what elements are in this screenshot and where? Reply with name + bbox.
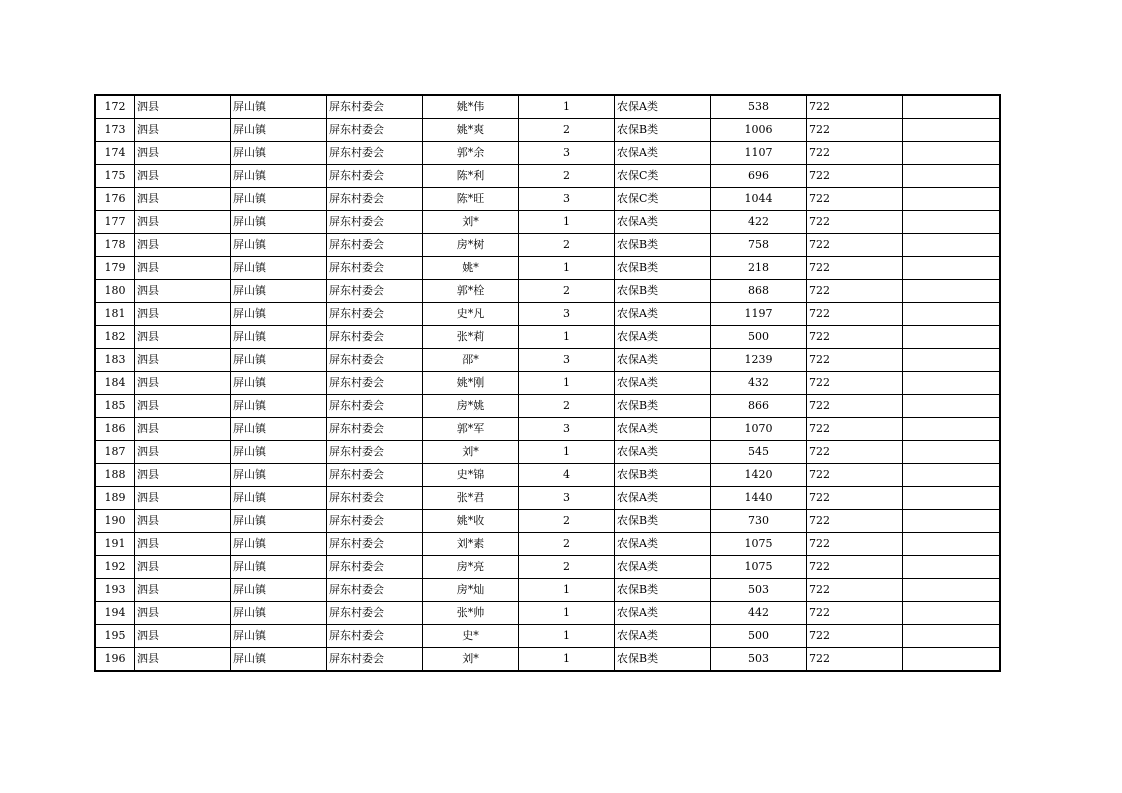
cell-county: 泗县 <box>135 372 231 395</box>
cell-index: 179 <box>95 257 135 280</box>
cell-name: 陈*旺 <box>423 188 519 211</box>
cell-county: 泗县 <box>135 234 231 257</box>
cell-index: 177 <box>95 211 135 234</box>
cell-amount: 1440 <box>711 487 807 510</box>
cell-village: 屏东村委会 <box>327 372 423 395</box>
cell-standard: 722 <box>807 395 903 418</box>
table-row <box>95 648 1000 672</box>
cell-category: 农保A类 <box>615 303 711 326</box>
table-row <box>95 95 1000 119</box>
cell-village: 屏东村委会 <box>327 326 423 349</box>
cell-town: 屏山镇 <box>231 372 327 395</box>
cell-remark <box>903 418 1001 441</box>
cell-standard: 722 <box>807 142 903 165</box>
cell-village: 屏东村委会 <box>327 234 423 257</box>
cell-town: 屏山镇 <box>231 556 327 579</box>
cell-name: 姚*收 <box>423 510 519 533</box>
cell-village: 屏东村委会 <box>327 625 423 648</box>
cell-town: 屏山镇 <box>231 280 327 303</box>
cell-index: 178 <box>95 234 135 257</box>
table-body <box>95 95 1000 671</box>
cell-county: 泗县 <box>135 464 231 487</box>
cell-household-count: 1 <box>519 95 615 119</box>
cell-index: 180 <box>95 280 135 303</box>
cell-county: 泗县 <box>135 119 231 142</box>
cell-standard: 722 <box>807 556 903 579</box>
cell-town: 屏山镇 <box>231 211 327 234</box>
cell-category: 农保B类 <box>615 257 711 280</box>
table-row <box>95 257 1000 280</box>
cell-index: 194 <box>95 602 135 625</box>
cell-village: 屏东村委会 <box>327 165 423 188</box>
cell-remark <box>903 165 1001 188</box>
cell-standard: 722 <box>807 234 903 257</box>
cell-town: 屏山镇 <box>231 326 327 349</box>
cell-county: 泗县 <box>135 556 231 579</box>
cell-household-count: 4 <box>519 464 615 487</box>
cell-name: 姚*伟 <box>423 95 519 119</box>
cell-amount: 1070 <box>711 418 807 441</box>
table-row <box>95 211 1000 234</box>
cell-index: 187 <box>95 441 135 464</box>
cell-standard: 722 <box>807 165 903 188</box>
cell-category: 农保A类 <box>615 441 711 464</box>
cell-category: 农保A类 <box>615 95 711 119</box>
table-row <box>95 533 1000 556</box>
cell-amount: 500 <box>711 326 807 349</box>
cell-remark <box>903 556 1001 579</box>
cell-household-count: 1 <box>519 257 615 280</box>
cell-town: 屏山镇 <box>231 395 327 418</box>
cell-amount: 1239 <box>711 349 807 372</box>
cell-standard: 722 <box>807 579 903 602</box>
cell-county: 泗县 <box>135 165 231 188</box>
cell-index: 184 <box>95 372 135 395</box>
cell-category: 农保A类 <box>615 372 711 395</box>
table-row <box>95 556 1000 579</box>
cell-name: 刘* <box>423 648 519 672</box>
cell-village: 屏东村委会 <box>327 602 423 625</box>
cell-household-count: 3 <box>519 188 615 211</box>
cell-town: 屏山镇 <box>231 418 327 441</box>
cell-remark <box>903 441 1001 464</box>
cell-name: 史*锦 <box>423 464 519 487</box>
table-row <box>95 165 1000 188</box>
cell-town: 屏山镇 <box>231 648 327 672</box>
cell-standard: 722 <box>807 487 903 510</box>
cell-standard: 722 <box>807 441 903 464</box>
cell-household-count: 3 <box>519 349 615 372</box>
table-row <box>95 280 1000 303</box>
cell-category: 农保B类 <box>615 119 711 142</box>
cell-standard: 722 <box>807 95 903 119</box>
cell-index: 195 <box>95 625 135 648</box>
table-row <box>95 464 1000 487</box>
table-row <box>95 602 1000 625</box>
cell-category: 农保A类 <box>615 418 711 441</box>
cell-category: 农保A类 <box>615 349 711 372</box>
cell-category: 农保A类 <box>615 326 711 349</box>
cell-index: 186 <box>95 418 135 441</box>
cell-index: 182 <box>95 326 135 349</box>
cell-village: 屏东村委会 <box>327 579 423 602</box>
cell-amount: 218 <box>711 257 807 280</box>
cell-remark <box>903 579 1001 602</box>
cell-county: 泗县 <box>135 602 231 625</box>
cell-town: 屏山镇 <box>231 142 327 165</box>
cell-index: 172 <box>95 95 135 119</box>
cell-county: 泗县 <box>135 441 231 464</box>
cell-name: 郭*军 <box>423 418 519 441</box>
table-row <box>95 510 1000 533</box>
cell-remark <box>903 464 1001 487</box>
cell-household-count: 2 <box>519 556 615 579</box>
cell-county: 泗县 <box>135 326 231 349</box>
cell-town: 屏山镇 <box>231 533 327 556</box>
cell-amount: 442 <box>711 602 807 625</box>
cell-county: 泗县 <box>135 418 231 441</box>
cell-remark <box>903 533 1001 556</box>
cell-name: 张*莉 <box>423 326 519 349</box>
cell-standard: 722 <box>807 303 903 326</box>
cell-village: 屏东村委会 <box>327 211 423 234</box>
cell-village: 屏东村委会 <box>327 648 423 672</box>
cell-remark <box>903 257 1001 280</box>
cell-name: 史*凡 <box>423 303 519 326</box>
cell-name: 郭*余 <box>423 142 519 165</box>
cell-name: 刘*素 <box>423 533 519 556</box>
cell-town: 屏山镇 <box>231 441 327 464</box>
cell-village: 屏东村委会 <box>327 395 423 418</box>
cell-amount: 432 <box>711 372 807 395</box>
cell-town: 屏山镇 <box>231 625 327 648</box>
cell-household-count: 2 <box>519 165 615 188</box>
cell-category: 农保B类 <box>615 464 711 487</box>
cell-index: 175 <box>95 165 135 188</box>
cell-village: 屏东村委会 <box>327 441 423 464</box>
cell-town: 屏山镇 <box>231 257 327 280</box>
cell-name: 姚* <box>423 257 519 280</box>
cell-amount: 1075 <box>711 533 807 556</box>
cell-name: 房*灿 <box>423 579 519 602</box>
cell-category: 农保B类 <box>615 510 711 533</box>
cell-amount: 696 <box>711 165 807 188</box>
cell-household-count: 1 <box>519 211 615 234</box>
table-row <box>95 487 1000 510</box>
cell-town: 屏山镇 <box>231 464 327 487</box>
table-row <box>95 372 1000 395</box>
cell-index: 190 <box>95 510 135 533</box>
cell-town: 屏山镇 <box>231 234 327 257</box>
cell-county: 泗县 <box>135 95 231 119</box>
cell-household-count: 3 <box>519 418 615 441</box>
cell-standard: 722 <box>807 418 903 441</box>
cell-county: 泗县 <box>135 510 231 533</box>
cell-amount: 1107 <box>711 142 807 165</box>
cell-category: 农保B类 <box>615 395 711 418</box>
cell-county: 泗县 <box>135 487 231 510</box>
cell-standard: 722 <box>807 257 903 280</box>
cell-remark <box>903 602 1001 625</box>
cell-household-count: 1 <box>519 326 615 349</box>
cell-household-count: 3 <box>519 303 615 326</box>
cell-standard: 722 <box>807 280 903 303</box>
cell-amount: 1420 <box>711 464 807 487</box>
cell-village: 屏东村委会 <box>327 556 423 579</box>
cell-name: 史* <box>423 625 519 648</box>
cell-household-count: 1 <box>519 602 615 625</box>
cell-amount: 730 <box>711 510 807 533</box>
cell-remark <box>903 280 1001 303</box>
cell-village: 屏东村委会 <box>327 142 423 165</box>
cell-town: 屏山镇 <box>231 487 327 510</box>
cell-county: 泗县 <box>135 349 231 372</box>
cell-remark <box>903 625 1001 648</box>
cell-amount: 1006 <box>711 119 807 142</box>
cell-name: 姚*爽 <box>423 119 519 142</box>
cell-name: 刘* <box>423 211 519 234</box>
cell-town: 屏山镇 <box>231 95 327 119</box>
table-row <box>95 142 1000 165</box>
cell-name: 张*帅 <box>423 602 519 625</box>
cell-standard: 722 <box>807 188 903 211</box>
cell-standard: 722 <box>807 119 903 142</box>
cell-county: 泗县 <box>135 280 231 303</box>
cell-county: 泗县 <box>135 188 231 211</box>
table-row <box>95 234 1000 257</box>
cell-county: 泗县 <box>135 648 231 672</box>
table-row <box>95 625 1000 648</box>
cell-village: 屏东村委会 <box>327 464 423 487</box>
cell-remark <box>903 142 1001 165</box>
cell-town: 屏山镇 <box>231 119 327 142</box>
cell-village: 屏东村委会 <box>327 95 423 119</box>
cell-amount: 1044 <box>711 188 807 211</box>
cell-standard: 722 <box>807 648 903 672</box>
cell-remark <box>903 119 1001 142</box>
cell-county: 泗县 <box>135 625 231 648</box>
cell-remark <box>903 326 1001 349</box>
cell-household-count: 2 <box>519 395 615 418</box>
table-row <box>95 395 1000 418</box>
cell-index: 196 <box>95 648 135 672</box>
cell-amount: 503 <box>711 579 807 602</box>
cell-index: 176 <box>95 188 135 211</box>
cell-household-count: 2 <box>519 510 615 533</box>
cell-town: 屏山镇 <box>231 303 327 326</box>
cell-amount: 500 <box>711 625 807 648</box>
cell-amount: 868 <box>711 280 807 303</box>
cell-index: 173 <box>95 119 135 142</box>
cell-remark <box>903 510 1001 533</box>
cell-index: 189 <box>95 487 135 510</box>
cell-category: 农保A类 <box>615 602 711 625</box>
cell-standard: 722 <box>807 372 903 395</box>
cell-category: 农保A类 <box>615 142 711 165</box>
table-row <box>95 418 1000 441</box>
cell-remark <box>903 395 1001 418</box>
cell-index: 191 <box>95 533 135 556</box>
cell-village: 屏东村委会 <box>327 349 423 372</box>
cell-town: 屏山镇 <box>231 349 327 372</box>
cell-amount: 538 <box>711 95 807 119</box>
cell-index: 185 <box>95 395 135 418</box>
cell-town: 屏山镇 <box>231 602 327 625</box>
table-row <box>95 119 1000 142</box>
cell-index: 183 <box>95 349 135 372</box>
cell-name: 房*亮 <box>423 556 519 579</box>
cell-town: 屏山镇 <box>231 165 327 188</box>
table-row <box>95 349 1000 372</box>
cell-category: 农保A类 <box>615 533 711 556</box>
cell-village: 屏东村委会 <box>327 188 423 211</box>
cell-category: 农保B类 <box>615 280 711 303</box>
cell-household-count: 1 <box>519 372 615 395</box>
cell-category: 农保A类 <box>615 211 711 234</box>
cell-remark <box>903 211 1001 234</box>
table-row <box>95 441 1000 464</box>
cell-category: 农保C类 <box>615 165 711 188</box>
cell-household-count: 3 <box>519 142 615 165</box>
cell-amount: 1197 <box>711 303 807 326</box>
cell-household-count: 1 <box>519 441 615 464</box>
cell-index: 188 <box>95 464 135 487</box>
cell-household-count: 2 <box>519 119 615 142</box>
cell-category: 农保A类 <box>615 625 711 648</box>
table-row <box>95 579 1000 602</box>
cell-county: 泗县 <box>135 303 231 326</box>
cell-index: 181 <box>95 303 135 326</box>
cell-name: 姚*刚 <box>423 372 519 395</box>
cell-village: 屏东村委会 <box>327 280 423 303</box>
cell-county: 泗县 <box>135 395 231 418</box>
cell-county: 泗县 <box>135 142 231 165</box>
cell-remark <box>903 95 1001 119</box>
cell-village: 屏东村委会 <box>327 510 423 533</box>
data-table <box>94 94 1001 672</box>
cell-household-count: 1 <box>519 579 615 602</box>
cell-standard: 722 <box>807 602 903 625</box>
cell-name: 房*树 <box>423 234 519 257</box>
cell-household-count: 1 <box>519 648 615 672</box>
cell-category: 农保B类 <box>615 234 711 257</box>
cell-remark <box>903 303 1001 326</box>
cell-index: 193 <box>95 579 135 602</box>
cell-index: 192 <box>95 556 135 579</box>
cell-county: 泗县 <box>135 533 231 556</box>
table-row <box>95 303 1000 326</box>
cell-village: 屏东村委会 <box>327 303 423 326</box>
cell-town: 屏山镇 <box>231 188 327 211</box>
cell-village: 屏东村委会 <box>327 533 423 556</box>
cell-remark <box>903 372 1001 395</box>
cell-standard: 722 <box>807 625 903 648</box>
cell-amount: 866 <box>711 395 807 418</box>
cell-amount: 1075 <box>711 556 807 579</box>
cell-village: 屏东村委会 <box>327 119 423 142</box>
cell-standard: 722 <box>807 533 903 556</box>
cell-town: 屏山镇 <box>231 579 327 602</box>
cell-amount: 422 <box>711 211 807 234</box>
cell-household-count: 3 <box>519 487 615 510</box>
cell-household-count: 2 <box>519 280 615 303</box>
cell-household-count: 2 <box>519 533 615 556</box>
cell-standard: 722 <box>807 464 903 487</box>
cell-amount: 503 <box>711 648 807 672</box>
cell-county: 泗县 <box>135 579 231 602</box>
cell-county: 泗县 <box>135 257 231 280</box>
cell-name: 房*姚 <box>423 395 519 418</box>
cell-category: 农保B类 <box>615 579 711 602</box>
cell-name: 郭*栓 <box>423 280 519 303</box>
cell-name: 刘* <box>423 441 519 464</box>
cell-category: 农保A类 <box>615 487 711 510</box>
cell-household-count: 1 <box>519 625 615 648</box>
cell-household-count: 2 <box>519 234 615 257</box>
cell-village: 屏东村委会 <box>327 418 423 441</box>
cell-amount: 758 <box>711 234 807 257</box>
cell-name: 邵* <box>423 349 519 372</box>
cell-category: 农保A类 <box>615 556 711 579</box>
cell-village: 屏东村委会 <box>327 487 423 510</box>
cell-standard: 722 <box>807 211 903 234</box>
cell-amount: 545 <box>711 441 807 464</box>
cell-category: 农保B类 <box>615 648 711 672</box>
cell-county: 泗县 <box>135 211 231 234</box>
cell-remark <box>903 487 1001 510</box>
table-row <box>95 326 1000 349</box>
cell-remark <box>903 234 1001 257</box>
cell-standard: 722 <box>807 510 903 533</box>
cell-name: 张*君 <box>423 487 519 510</box>
cell-town: 屏山镇 <box>231 510 327 533</box>
cell-name: 陈*利 <box>423 165 519 188</box>
cell-remark <box>903 648 1001 672</box>
cell-remark <box>903 349 1001 372</box>
cell-remark <box>903 188 1001 211</box>
table-row <box>95 188 1000 211</box>
cell-standard: 722 <box>807 349 903 372</box>
cell-category: 农保C类 <box>615 188 711 211</box>
cell-village: 屏东村委会 <box>327 257 423 280</box>
cell-standard: 722 <box>807 326 903 349</box>
cell-index: 174 <box>95 142 135 165</box>
